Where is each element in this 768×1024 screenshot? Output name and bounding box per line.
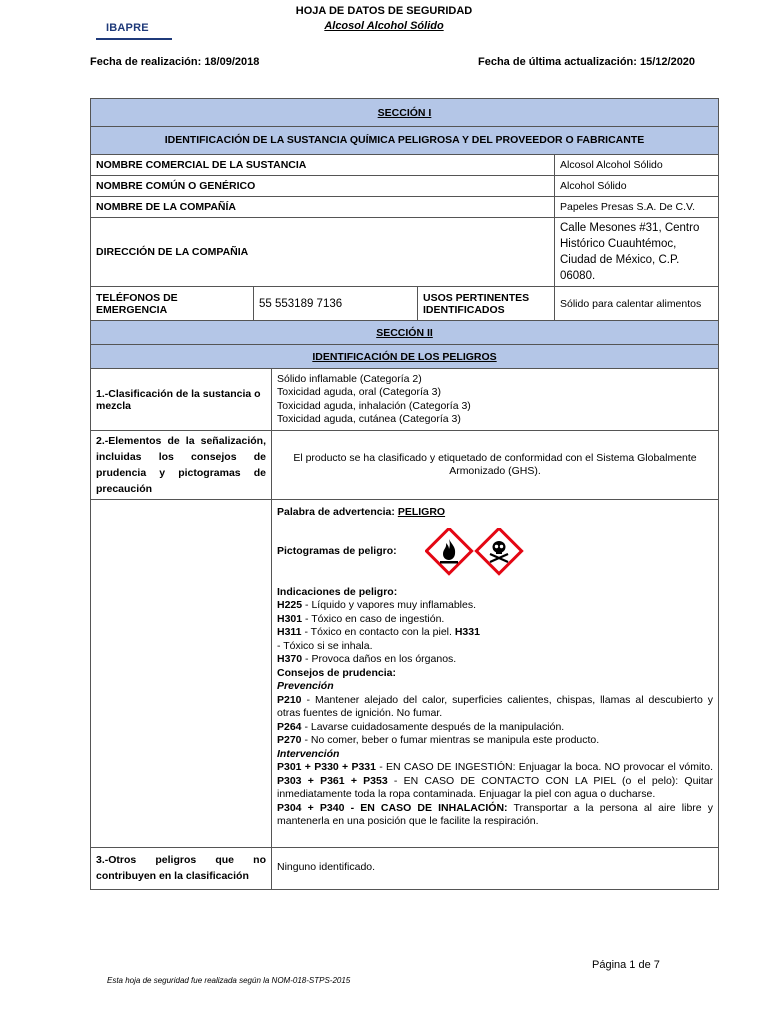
empty-cell xyxy=(91,500,272,848)
labelling-elements-text: El producto se ha clasificado y etiquetado de conformidad con el Sistema Globalmente Armonizado (GHS). xyxy=(272,431,719,500)
precaution-code: P264 xyxy=(277,720,302,733)
precaution-code: P270 xyxy=(277,734,302,746)
company-address-value: Calle Mesones #31, Centro Histórico Cuauhtémoc, Ciudad de México, C.P. 06080. xyxy=(555,218,719,287)
hazard-code: H311 xyxy=(277,626,302,638)
classification-item: Toxicidad aguda, cutánea (Categoría 3) xyxy=(277,413,461,425)
section-1-title: IDENTIFICACIÓN DE LA SUSTANCIA QUÍMICA PELIGROSA Y DEL PROVEEDOR O FABRICANTE xyxy=(91,127,719,155)
hazard-text: - Provoca daños en los órganos. xyxy=(302,653,457,665)
common-name-value: Alcohol Sólido xyxy=(555,176,719,197)
emergency-phone-label: TELÉFONOS DE EMERGENCIA xyxy=(91,287,254,321)
precaution-code: - EN CASO DE INHALACIÓN: xyxy=(344,801,508,814)
hazard-details xyxy=(272,500,719,848)
common-name-label: NOMBRE COMÚN O GENÉRICO xyxy=(91,176,555,197)
labelling-elements-label: 2.-Elementos de la señalización, incluidas los consejos de prudencia y pictogramas de precaución xyxy=(91,431,272,500)
precaution-text: - EN CASO DE INGESTIÓN: Enjuagar la boca. NO provocar el vómito. xyxy=(375,761,713,773)
company-logo: IBAPRE xyxy=(106,22,149,34)
precaution-code: P210 xyxy=(277,693,302,706)
hazard-pictograms xyxy=(425,528,525,576)
section-1-heading: SECCIÓN I xyxy=(91,99,719,127)
precaution-statement xyxy=(277,694,713,721)
safety-data-table xyxy=(90,98,719,890)
prevention-title: Prevención xyxy=(277,680,334,692)
precaution-statement xyxy=(277,734,713,748)
hazard-code: H301 xyxy=(277,612,303,625)
hazard-statement: - Tóxico si se inhala. xyxy=(277,639,373,652)
identified-uses-label: USOS PERTINENTES IDENTIFICADOS xyxy=(418,287,555,321)
classification-label: 1.-Clasificación de la sustancia o mezcla xyxy=(91,369,272,431)
hazard-statement xyxy=(277,599,713,613)
hazard-code: H225 xyxy=(277,599,303,611)
update-date: Fecha de última actualización: 15/12/2020 xyxy=(478,56,696,68)
precaution-text: Transportar a la persona al aire libre y mantenerla en una posición que le facilite la respiración. xyxy=(277,801,714,827)
precaution-code: P304 + P340 xyxy=(277,801,345,814)
creation-date: Fecha de realización: 18/09/2018 xyxy=(90,56,260,68)
skull-crossbones-pictogram-icon xyxy=(476,528,521,573)
precaution-statement xyxy=(277,802,713,829)
other-hazards-value: Ninguno identificado. xyxy=(272,847,719,889)
emergency-phone-value: 55 553189 7136 xyxy=(254,287,418,321)
other-hazards-label: 3.-Otros peligros que no contribuyen en la clasificación xyxy=(91,847,272,889)
hazard-text: - Líquido y vapores muy inflamables. xyxy=(302,599,477,611)
precaution-text: - No comer, beber o fumar mientras se manipula este producto. xyxy=(301,734,600,746)
hazard-statements-title: Indicaciones de peligro: xyxy=(277,585,398,598)
signal-word-label: Palabra de advertencia: xyxy=(277,506,398,518)
hazard-statement xyxy=(277,653,713,667)
hazard-code: H370 xyxy=(277,653,303,665)
precaution-code: P301 + P330 + P331 xyxy=(277,761,376,773)
signal-word: PELIGRO xyxy=(397,506,446,518)
hazard-code: H331 xyxy=(454,626,480,638)
hazard-text: - Tóxico en caso de ingestión. xyxy=(302,612,445,625)
classification-item: Toxicidad aguda, inhalación (Categoría 3) xyxy=(277,399,471,412)
hazard-text: - Tóxico en contacto con la piel. xyxy=(301,626,455,638)
identified-uses-value: Sólido para calentar alimentos xyxy=(555,287,719,321)
trade-name-value: Alcosol Alcohol Sólido xyxy=(555,155,719,176)
section-2-heading: SECCIÓN II xyxy=(91,321,719,345)
company-address-label: DIRECCIÓN DE LA COMPAÑIA xyxy=(91,218,555,287)
precaution-text: - Mantener alejado del calor, superficies calientes, chispas, llamas al descubierto y otras fuentes de ignición. No fumar. xyxy=(277,693,713,719)
pictograms-label: Pictogramas de peligro: xyxy=(277,544,397,557)
logo-underline xyxy=(96,38,172,40)
hazard-statement xyxy=(277,626,713,640)
document-title: HOJA DE DATOS DE SEGURIDAD xyxy=(295,5,473,17)
document-subtitle: Alcosol Alcohol Sólido xyxy=(324,20,444,32)
precaution-statement xyxy=(277,761,713,802)
page-number: Página 1 de 7 xyxy=(592,959,660,971)
flame-pictogram-icon xyxy=(426,528,471,573)
precaution-title: Consejos de prudencia: xyxy=(277,666,397,679)
classification-item: Sólido inflamable (Categoría 2) xyxy=(277,372,422,385)
classification-item: Toxicidad aguda, oral (Categoría 3) xyxy=(277,386,442,398)
section-2-title: IDENTIFICACIÓN DE LOS PELIGROS xyxy=(91,345,719,369)
company-name-value: Papeles Presas S.A. De C.V. xyxy=(555,197,719,218)
precaution-text: - Lavarse cuidadosamente después de la manipulación. xyxy=(301,720,565,733)
intervention-title: Intervención xyxy=(277,747,340,760)
precaution-statement xyxy=(277,721,713,735)
trade-name-label: NOMBRE COMERCIAL DE LA SUSTANCIA xyxy=(91,155,555,176)
company-name-label: NOMBRE DE LA COMPAÑÍA xyxy=(91,197,555,218)
precaution-code: P303 + P361 + P353 xyxy=(277,774,388,787)
footer-note: Esta hoja de seguridad fue realizada según la NOM-018-STPS-2015 xyxy=(107,976,351,985)
classification-list xyxy=(272,369,719,431)
precaution-text: - EN CASO DE CONTACTO CON LA PIEL (o el pelo): Quitar inmediatamente toda la ropa contaminada. Enjuagar la piel con agua o ducharse. xyxy=(277,774,714,800)
hazard-statement xyxy=(277,613,713,627)
